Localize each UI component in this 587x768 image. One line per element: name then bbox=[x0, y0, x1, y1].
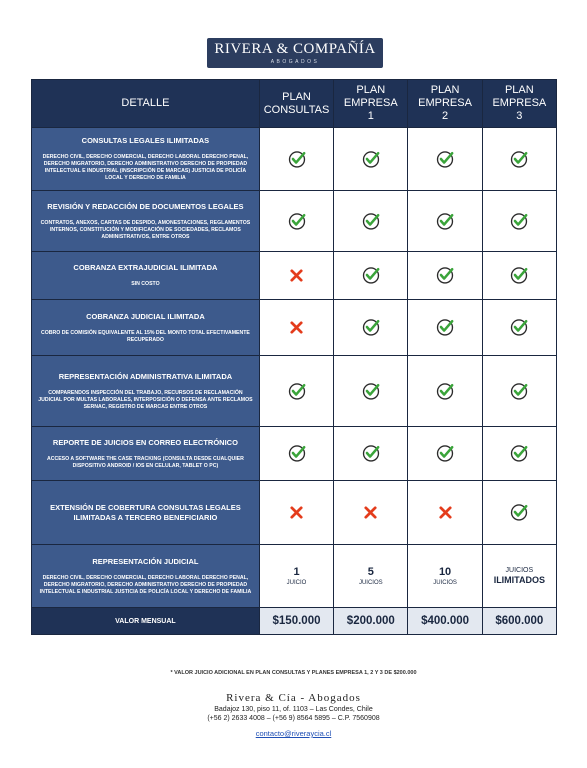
footer bbox=[0, 692, 587, 741]
check-icon bbox=[288, 382, 306, 400]
header-plan-empresa-1 bbox=[334, 80, 408, 128]
judicial-label: JUICIOS bbox=[433, 580, 457, 586]
plan-line: 1 bbox=[367, 110, 374, 122]
check-icon bbox=[288, 212, 306, 230]
judicial-row bbox=[32, 545, 557, 608]
plan-line: 3 bbox=[516, 110, 523, 122]
check-icon bbox=[510, 503, 528, 521]
plan-line: PLAN bbox=[430, 84, 460, 96]
plan-cell bbox=[408, 300, 482, 356]
check-icon bbox=[510, 150, 528, 168]
row-description: CONTRATOS, ANEXOS, CARTAS DE DESPIDO, AMONESTACIONES, REGLAMENTOS INTERNOS, CONSTITUCIÓN Y MODIFICACIÓN DE SOCIEDADES, RECLAMOS ADMINISTRATIVOS, ENTRE OTROS bbox=[40, 219, 251, 240]
check-icon bbox=[510, 382, 528, 400]
row-description: DERECHO CIVIL, DERECHO COMERCIAL, DERECHO LABORAL DERECHO PENAL, DERECHO MIGRATORIO, DERECHO ADMINISTRATIVO DERECHO DE PROPIEDAD INTELECTUAL E INDUSTRIAL JUSTICIA DE POLICÍA LOCAL Y DERECHO DE FAMILIA bbox=[39, 574, 252, 595]
feature-row bbox=[32, 427, 557, 481]
feature-detail bbox=[32, 300, 260, 356]
plan-cell bbox=[408, 427, 482, 481]
brand-logo bbox=[207, 38, 383, 68]
check-icon bbox=[362, 444, 380, 462]
row-description: DERECHO CIVIL, DERECHO COMERCIAL, DERECHO LABORAL DERECHO PENAL, DERECHO MIGRATORIO, DERECHO ADMINISTRATIVO DERECHO DE PROPIEDAD INTELECTUAL E INDUSTRIAL (INSCRIPCIÓN DE MARCAS) JUSTICIA DE POLICÍA LOCAL Y DERECHO DE FAMILIA bbox=[42, 154, 249, 181]
feature-row bbox=[32, 252, 557, 300]
check-icon bbox=[436, 266, 454, 284]
judicial-plan-consultas bbox=[259, 545, 333, 608]
check-icon bbox=[436, 212, 454, 230]
judicial-detail bbox=[32, 545, 260, 608]
check-icon bbox=[436, 318, 454, 336]
feature-detail bbox=[32, 191, 260, 252]
plan-cell bbox=[259, 427, 333, 481]
check-icon bbox=[362, 382, 380, 400]
footer-email-link[interactable]: contacto@riveraycia.cl bbox=[255, 729, 332, 738]
plan-cell bbox=[334, 252, 408, 300]
plan-cell bbox=[259, 252, 333, 300]
row-title: REPRESENTACIÓN JUDICIAL bbox=[92, 556, 199, 566]
feature-row bbox=[32, 191, 557, 252]
plan-cell bbox=[482, 252, 556, 300]
check-icon bbox=[362, 318, 380, 336]
plan-cell bbox=[408, 128, 482, 191]
feature-detail bbox=[32, 356, 260, 427]
row-description: COMPARENDOS INSPECCIÓN DEL TRABAJO, RECURSOS DE RECLAMACIÓN JUDICIAL POR MULTAS LABORALES, INTERPOSICIÓN O DEFENSA ANTE RECLAMOS SERNAC, REGISTRO DE MARCAS ENTRE OTROS bbox=[38, 389, 253, 410]
cross-icon bbox=[289, 505, 304, 520]
brand-name: RIVERA & COMPAÑÍA bbox=[214, 41, 376, 57]
judicial-label: JUICIOS bbox=[505, 567, 534, 574]
feature-detail bbox=[32, 481, 260, 545]
plan-cell bbox=[482, 481, 556, 545]
header-plan-consultas bbox=[259, 80, 333, 128]
plans-table bbox=[31, 79, 557, 635]
check-icon bbox=[288, 150, 306, 168]
header-plan-empresa-2 bbox=[408, 80, 482, 128]
plan-cell bbox=[334, 427, 408, 481]
plan-cell bbox=[482, 356, 556, 427]
check-icon bbox=[436, 444, 454, 462]
plan-cell bbox=[482, 191, 556, 252]
price-plan-empresa-3: $600.000 bbox=[482, 608, 556, 635]
check-icon bbox=[510, 318, 528, 336]
row-description: SIN COSTO bbox=[131, 281, 160, 287]
plan-cell bbox=[334, 356, 408, 427]
plan-cell bbox=[259, 481, 333, 545]
plan-line: PLAN bbox=[356, 84, 386, 96]
plan-line: EMPRESA bbox=[492, 97, 547, 109]
judicial-unlimited: ILIMITADOS bbox=[493, 575, 546, 585]
plan-cell bbox=[334, 191, 408, 252]
row-title: REVISIÓN Y REDACCIÓN DE DOCUMENTOS LEGALES bbox=[47, 201, 244, 211]
cross-icon bbox=[289, 268, 304, 283]
footnote: * VALOR JUICIO ADICIONAL EN PLAN CONSULTAS Y PLANES EMPRESA 1, 2 Y 3 DE $200.000 bbox=[170, 670, 417, 676]
header-plan-empresa-3 bbox=[482, 80, 556, 128]
feature-row bbox=[32, 481, 557, 545]
row-title: REPORTE DE JUICIOS EN CORREO ELECTRÓNICO bbox=[52, 437, 238, 447]
row-title: COBRANZA JUDICIAL ILIMITADA bbox=[86, 311, 205, 321]
plan-cell bbox=[482, 300, 556, 356]
judicial-plan-empresa-1 bbox=[334, 545, 408, 608]
check-icon bbox=[362, 150, 380, 168]
plan-cell bbox=[334, 300, 408, 356]
judicial-label: JUICIOS bbox=[358, 580, 383, 586]
feature-row bbox=[32, 128, 557, 191]
table-header-row bbox=[32, 80, 557, 128]
check-icon bbox=[362, 266, 380, 284]
feature-detail bbox=[32, 128, 260, 191]
plan-cell bbox=[334, 481, 408, 545]
cross-icon bbox=[363, 505, 378, 520]
check-icon bbox=[436, 382, 454, 400]
plan-cell bbox=[408, 252, 482, 300]
plan-line: EMPRESA bbox=[343, 97, 398, 109]
price-label: VALOR MENSUAL bbox=[32, 608, 260, 635]
brand-subtitle: ABOGADOS bbox=[270, 59, 320, 65]
check-icon bbox=[288, 444, 306, 462]
plan-cell bbox=[482, 427, 556, 481]
feature-detail bbox=[32, 427, 260, 481]
plan-cell bbox=[408, 191, 482, 252]
check-icon bbox=[436, 150, 454, 168]
plan-cell bbox=[334, 128, 408, 191]
cross-icon bbox=[438, 505, 453, 520]
check-icon bbox=[510, 444, 528, 462]
feature-detail bbox=[32, 252, 260, 300]
price-plan-consultas: $150.000 bbox=[259, 608, 333, 635]
plan-cell bbox=[482, 128, 556, 191]
price-row bbox=[32, 608, 557, 635]
footer-address: Badajoz 130, piso 11, of. 1103 – Las Condes, Chile bbox=[214, 706, 373, 713]
price-plan-empresa-1: $200.000 bbox=[334, 608, 408, 635]
plan-cell bbox=[259, 191, 333, 252]
judicial-label: JUICIO bbox=[286, 580, 307, 586]
plan-line: 2 bbox=[442, 110, 449, 122]
plan-cell bbox=[408, 481, 482, 545]
plan-line: EMPRESA bbox=[418, 97, 472, 109]
check-icon bbox=[510, 212, 528, 230]
row-description: COBRO DE COMISIÓN EQUIVALENTE AL 15% DEL MONTO TOTAL EFECTIVAMENTE RECUPERADO bbox=[41, 329, 250, 343]
feature-row bbox=[32, 300, 557, 356]
price-plan-empresa-2: $400.000 bbox=[408, 608, 482, 635]
feature-row bbox=[32, 356, 557, 427]
row-title: COBRANZA EXTRAJUDICIAL ILIMITADA bbox=[73, 263, 218, 272]
header-detail: DETALLE bbox=[32, 80, 260, 128]
judicial-plan-empresa-2 bbox=[408, 545, 482, 608]
plan-cell bbox=[259, 128, 333, 191]
cross-icon bbox=[289, 320, 304, 335]
judicial-count: 1 bbox=[293, 566, 300, 578]
row-title: EXTENSIÓN DE COBERTURA CONSULTAS LEGALES ILIMITADAS A TERCERO BENEFICIARIO bbox=[50, 502, 241, 522]
footer-firm-name: Rivera & Cía - Abogados bbox=[226, 692, 361, 704]
plan-line: PLAN bbox=[282, 90, 311, 103]
check-icon bbox=[362, 212, 380, 230]
plan-cell bbox=[259, 300, 333, 356]
row-description: ACCESO A SOFTWARE THE CASE TRACKING (CONSULTA DESDE CUALQUIER DISPOSITIVO ANDROID / IOS EN CELULAR, TABLET O PC) bbox=[46, 455, 244, 469]
plan-line: PLAN bbox=[504, 84, 534, 96]
plan-line: CONSULTAS bbox=[263, 103, 330, 116]
plan-cell bbox=[408, 356, 482, 427]
check-icon bbox=[510, 266, 528, 284]
row-title: REPRESENTACIÓN ADMINISTRATIVA ILIMITADA bbox=[58, 371, 233, 381]
judicial-plan-empresa-3 bbox=[482, 545, 556, 608]
feature-rows bbox=[32, 128, 557, 545]
plan-cell bbox=[259, 356, 333, 427]
footer-phones: (+56 2) 2633 4008 – (+56 9) 8564 5895 – C.P. 7560908 bbox=[207, 715, 380, 722]
judicial-count: 10 bbox=[438, 566, 452, 578]
row-title: CONSULTAS LEGALES ILIMITADAS bbox=[81, 136, 210, 145]
judicial-count: 5 bbox=[367, 566, 374, 578]
